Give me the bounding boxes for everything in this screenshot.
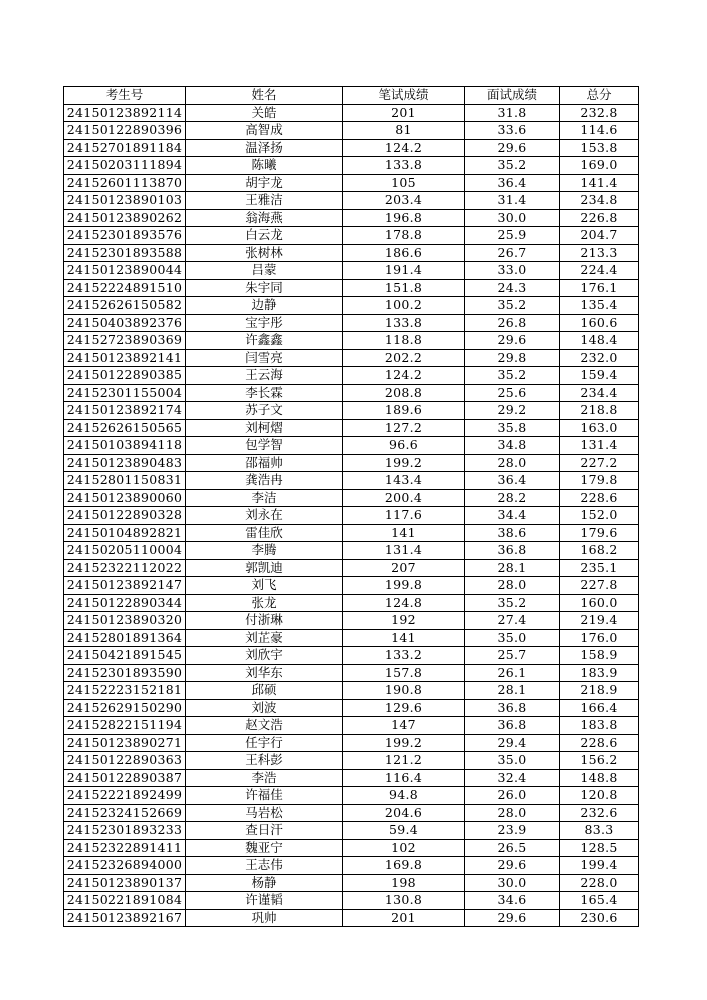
total-score-cell: 230.6: [560, 909, 639, 927]
interview-score-cell: 36.4: [465, 174, 560, 192]
table-row: [64, 227, 639, 245]
written-score-cell: 130.8: [343, 892, 465, 910]
name-cell: 刘柯熠: [186, 419, 343, 437]
total-score-cell: 228.0: [560, 874, 639, 892]
total-score-cell: 235.1: [560, 559, 639, 577]
total-score-cell: 176.0: [560, 629, 639, 647]
total-score-cell: 179.6: [560, 524, 639, 542]
total-score-cell: 160.0: [560, 594, 639, 612]
exam-id-cell: 24152324152669: [64, 804, 186, 822]
interview-score-cell: 29.6: [465, 332, 560, 350]
table-row: [64, 874, 639, 892]
table-row: [64, 822, 639, 840]
interview-score-cell: 35.2: [465, 297, 560, 315]
name-cell: 刘波: [186, 699, 343, 717]
written-score-cell: 124.2: [343, 139, 465, 157]
header-row: [64, 87, 639, 105]
table-row: [64, 524, 639, 542]
total-score-cell: 232.0: [560, 349, 639, 367]
total-score-cell: 183.9: [560, 664, 639, 682]
written-score-cell: 203.4: [343, 192, 465, 210]
exam-id-cell: 24150123892141: [64, 349, 186, 367]
interview-score-cell: 29.2: [465, 402, 560, 420]
interview-score-cell: 38.6: [465, 524, 560, 542]
written-score-cell: 199.8: [343, 577, 465, 595]
name-cell: 胡宇龙: [186, 174, 343, 192]
table-row: [64, 682, 639, 700]
exam-id-cell: 24152629150290: [64, 699, 186, 717]
table-row: [64, 454, 639, 472]
name-cell: 边静: [186, 297, 343, 315]
interview-score-cell: 26.0: [465, 787, 560, 805]
exam-id-cell: 24150123890271: [64, 734, 186, 752]
table-row: [64, 804, 639, 822]
total-score-cell: 219.4: [560, 612, 639, 630]
header-total-score: 总分: [560, 87, 639, 105]
written-score-cell: 127.2: [343, 419, 465, 437]
name-cell: 朱宇同: [186, 279, 343, 297]
name-cell: 赵文浩: [186, 717, 343, 735]
table-row: [64, 104, 639, 122]
header-exam-id: 考生号: [64, 87, 186, 105]
interview-score-cell: 34.4: [465, 507, 560, 525]
total-score-cell: 176.1: [560, 279, 639, 297]
exam-id-cell: 24152801150831: [64, 472, 186, 490]
written-score-cell: 117.6: [343, 507, 465, 525]
total-score-cell: 226.8: [560, 209, 639, 227]
exam-id-cell: 24152301893590: [64, 664, 186, 682]
interview-score-cell: 36.8: [465, 699, 560, 717]
header-name: 姓名: [186, 87, 343, 105]
interview-score-cell: 26.1: [465, 664, 560, 682]
name-cell: 白云龙: [186, 227, 343, 245]
name-cell: 张树林: [186, 244, 343, 262]
exam-id-cell: 24150123890103: [64, 192, 186, 210]
name-cell: 刘永在: [186, 507, 343, 525]
exam-id-cell: 24152801891364: [64, 629, 186, 647]
total-score-cell: 83.3: [560, 822, 639, 840]
exam-id-cell: 24152221892499: [64, 787, 186, 805]
interview-score-cell: 27.4: [465, 612, 560, 630]
table-row: [64, 612, 639, 630]
interview-score-cell: 28.1: [465, 559, 560, 577]
table-row: [64, 192, 639, 210]
table-row: [64, 542, 639, 560]
total-score-cell: 224.4: [560, 262, 639, 280]
written-score-cell: 133.2: [343, 647, 465, 665]
interview-score-cell: 35.2: [465, 157, 560, 175]
interview-score-cell: 33.6: [465, 122, 560, 140]
total-score-cell: 165.4: [560, 892, 639, 910]
exam-id-cell: 24152301893588: [64, 244, 186, 262]
written-score-cell: 196.8: [343, 209, 465, 227]
exam-id-cell: 24150403892376: [64, 314, 186, 332]
total-score-cell: 120.8: [560, 787, 639, 805]
interview-score-cell: 36.8: [465, 717, 560, 735]
exam-id-cell: 24152601113870: [64, 174, 186, 192]
name-cell: 刘华东: [186, 664, 343, 682]
total-score-cell: 228.6: [560, 489, 639, 507]
written-score-cell: 204.6: [343, 804, 465, 822]
name-cell: 苏子文: [186, 402, 343, 420]
table-row: [64, 437, 639, 455]
exam-id-cell: 24150104892821: [64, 524, 186, 542]
table-row: [64, 402, 639, 420]
table-row: [64, 279, 639, 297]
table-row: [64, 507, 639, 525]
exam-id-cell: 24150123890483: [64, 454, 186, 472]
name-cell: 关皓: [186, 104, 343, 122]
name-cell: 巩帅: [186, 909, 343, 927]
written-score-cell: 59.4: [343, 822, 465, 840]
table-row: [64, 647, 639, 665]
written-score-cell: 191.4: [343, 262, 465, 280]
written-score-cell: 201: [343, 909, 465, 927]
total-score-cell: 232.6: [560, 804, 639, 822]
exam-id-cell: 24150123890060: [64, 489, 186, 507]
name-cell: 包学智: [186, 437, 343, 455]
table-row: [64, 892, 639, 910]
name-cell: 李长霖: [186, 384, 343, 402]
exam-id-cell: 24150103894118: [64, 437, 186, 455]
name-cell: 龚浩冉: [186, 472, 343, 490]
total-score-cell: 131.4: [560, 437, 639, 455]
table-row: [64, 349, 639, 367]
written-score-cell: 143.4: [343, 472, 465, 490]
interview-score-cell: 26.5: [465, 839, 560, 857]
total-score-cell: 148.4: [560, 332, 639, 350]
written-score-cell: 157.8: [343, 664, 465, 682]
total-score-cell: 156.2: [560, 752, 639, 770]
interview-score-cell: 35.0: [465, 752, 560, 770]
exam-id-cell: 24150122890344: [64, 594, 186, 612]
total-score-cell: 166.4: [560, 699, 639, 717]
interview-score-cell: 29.8: [465, 349, 560, 367]
written-score-cell: 207: [343, 559, 465, 577]
interview-score-cell: 31.4: [465, 192, 560, 210]
written-score-cell: 116.4: [343, 769, 465, 787]
total-score-cell: 218.9: [560, 682, 639, 700]
exam-id-cell: 24150122890396: [64, 122, 186, 140]
table-row: [64, 857, 639, 875]
exam-id-cell: 24150421891545: [64, 647, 186, 665]
interview-score-cell: 25.9: [465, 227, 560, 245]
table-row: [64, 297, 639, 315]
name-cell: 李腾: [186, 542, 343, 560]
interview-score-cell: 35.0: [465, 629, 560, 647]
table-row: [64, 717, 639, 735]
name-cell: 杨静: [186, 874, 343, 892]
interview-score-cell: 32.4: [465, 769, 560, 787]
table-row: [64, 489, 639, 507]
interview-score-cell: 29.6: [465, 139, 560, 157]
interview-score-cell: 28.0: [465, 577, 560, 595]
written-score-cell: 118.8: [343, 332, 465, 350]
exam-id-cell: 24150221891084: [64, 892, 186, 910]
name-cell: 任宇行: [186, 734, 343, 752]
name-cell: 王云海: [186, 367, 343, 385]
exam-id-cell: 24150123892174: [64, 402, 186, 420]
written-score-cell: 102: [343, 839, 465, 857]
name-cell: 许福佳: [186, 787, 343, 805]
interview-score-cell: 28.0: [465, 454, 560, 472]
written-score-cell: 100.2: [343, 297, 465, 315]
table-row: [64, 384, 639, 402]
name-cell: 邱硕: [186, 682, 343, 700]
name-cell: 付浙琳: [186, 612, 343, 630]
exam-id-cell: 24150122890387: [64, 769, 186, 787]
name-cell: 雷佳欣: [186, 524, 343, 542]
interview-score-cell: 36.8: [465, 542, 560, 560]
table-row: [64, 734, 639, 752]
written-score-cell: 178.8: [343, 227, 465, 245]
total-score-cell: 232.8: [560, 104, 639, 122]
table-row: [64, 752, 639, 770]
written-score-cell: 151.8: [343, 279, 465, 297]
written-score-cell: 94.8: [343, 787, 465, 805]
name-cell: 郭凯迪: [186, 559, 343, 577]
exam-id-cell: 24152326894000: [64, 857, 186, 875]
total-score-cell: 114.6: [560, 122, 639, 140]
name-cell: 翁海燕: [186, 209, 343, 227]
interview-score-cell: 35.8: [465, 419, 560, 437]
name-cell: 宝宇彤: [186, 314, 343, 332]
written-score-cell: 199.2: [343, 734, 465, 752]
interview-score-cell: 28.2: [465, 489, 560, 507]
table-row: [64, 629, 639, 647]
total-score-cell: 234.8: [560, 192, 639, 210]
exam-id-cell: 24152223152181: [64, 682, 186, 700]
table-row: [64, 139, 639, 157]
interview-score-cell: 29.4: [465, 734, 560, 752]
name-cell: 王雅洁: [186, 192, 343, 210]
total-score-cell: 141.4: [560, 174, 639, 192]
written-score-cell: 133.8: [343, 157, 465, 175]
name-cell: 刘芷豪: [186, 629, 343, 647]
name-cell: 邵福帅: [186, 454, 343, 472]
exam-id-cell: 24152626150565: [64, 419, 186, 437]
table-row: [64, 577, 639, 595]
exam-id-cell: 24150122890328: [64, 507, 186, 525]
total-score-cell: 160.6: [560, 314, 639, 332]
written-score-cell: 124.8: [343, 594, 465, 612]
header-written-score: 笔试成绩: [343, 87, 465, 105]
interview-score-cell: 26.8: [465, 314, 560, 332]
interview-score-cell: 28.0: [465, 804, 560, 822]
table-row: [64, 209, 639, 227]
written-score-cell: 124.2: [343, 367, 465, 385]
interview-score-cell: 36.4: [465, 472, 560, 490]
exam-id-cell: 24150122890363: [64, 752, 186, 770]
written-score-cell: 121.2: [343, 752, 465, 770]
exam-id-cell: 24150123890320: [64, 612, 186, 630]
total-score-cell: 234.4: [560, 384, 639, 402]
total-score-cell: 153.8: [560, 139, 639, 157]
written-score-cell: 200.4: [343, 489, 465, 507]
exam-id-cell: 24152822151194: [64, 717, 186, 735]
total-score-cell: 148.8: [560, 769, 639, 787]
interview-score-cell: 24.3: [465, 279, 560, 297]
interview-score-cell: 25.6: [465, 384, 560, 402]
total-score-cell: 163.0: [560, 419, 639, 437]
table-row: [64, 174, 639, 192]
total-score-cell: 213.3: [560, 244, 639, 262]
name-cell: 许鑫鑫: [186, 332, 343, 350]
interview-score-cell: 29.6: [465, 857, 560, 875]
total-score-cell: 204.7: [560, 227, 639, 245]
table-row: [64, 419, 639, 437]
total-score-cell: 135.4: [560, 297, 639, 315]
interview-score-cell: 34.6: [465, 892, 560, 910]
interview-score-cell: 34.8: [465, 437, 560, 455]
written-score-cell: 147: [343, 717, 465, 735]
exam-id-cell: 24152701891184: [64, 139, 186, 157]
interview-score-cell: 31.8: [465, 104, 560, 122]
exam-id-cell: 24152301155004: [64, 384, 186, 402]
written-score-cell: 202.2: [343, 349, 465, 367]
written-score-cell: 141: [343, 629, 465, 647]
interview-score-cell: 25.7: [465, 647, 560, 665]
written-score-cell: 192: [343, 612, 465, 630]
exam-id-cell: 24152626150582: [64, 297, 186, 315]
written-score-cell: 81: [343, 122, 465, 140]
name-cell: 吕蒙: [186, 262, 343, 280]
total-score-cell: 218.8: [560, 402, 639, 420]
exam-id-cell: 24150122890385: [64, 367, 186, 385]
interview-score-cell: 29.6: [465, 909, 560, 927]
name-cell: 高智成: [186, 122, 343, 140]
interview-score-cell: 33.0: [465, 262, 560, 280]
table-row: [64, 314, 639, 332]
name-cell: 闫雪亮: [186, 349, 343, 367]
exam-id-cell: 24152322112022: [64, 559, 186, 577]
total-score-cell: 183.8: [560, 717, 639, 735]
total-score-cell: 179.8: [560, 472, 639, 490]
written-score-cell: 208.8: [343, 384, 465, 402]
total-score-cell: 152.0: [560, 507, 639, 525]
table-body: [64, 104, 639, 927]
total-score-cell: 128.5: [560, 839, 639, 857]
exam-id-cell: 24150205110004: [64, 542, 186, 560]
table-row: [64, 769, 639, 787]
total-score-cell: 159.4: [560, 367, 639, 385]
written-score-cell: 201: [343, 104, 465, 122]
written-score-cell: 131.4: [343, 542, 465, 560]
interview-score-cell: 26.7: [465, 244, 560, 262]
name-cell: 李浩: [186, 769, 343, 787]
interview-score-cell: 30.0: [465, 874, 560, 892]
table-row: [64, 787, 639, 805]
written-score-cell: 186.6: [343, 244, 465, 262]
name-cell: 马岩松: [186, 804, 343, 822]
table-row: [64, 472, 639, 490]
interview-score-cell: 23.9: [465, 822, 560, 840]
total-score-cell: 228.6: [560, 734, 639, 752]
table-row: [64, 262, 639, 280]
table-row: [64, 157, 639, 175]
table-row: [64, 122, 639, 140]
exam-id-cell: 24152301893233: [64, 822, 186, 840]
name-cell: 陈曦: [186, 157, 343, 175]
written-score-cell: 198: [343, 874, 465, 892]
exam-id-cell: 24150123890262: [64, 209, 186, 227]
total-score-cell: 158.9: [560, 647, 639, 665]
written-score-cell: 133.8: [343, 314, 465, 332]
exam-id-cell: 24152322891411: [64, 839, 186, 857]
table-row: [64, 909, 639, 927]
name-cell: 温泽扬: [186, 139, 343, 157]
written-score-cell: 169.8: [343, 857, 465, 875]
header-interview-score: 面试成绩: [465, 87, 560, 105]
written-score-cell: 190.8: [343, 682, 465, 700]
name-cell: 许谨韬: [186, 892, 343, 910]
score-table: [63, 86, 639, 927]
interview-score-cell: 30.0: [465, 209, 560, 227]
exam-id-cell: 24150123892114: [64, 104, 186, 122]
table-row: [64, 594, 639, 612]
table-row: [64, 839, 639, 857]
interview-score-cell: 28.1: [465, 682, 560, 700]
written-score-cell: 105: [343, 174, 465, 192]
name-cell: 刘欣宇: [186, 647, 343, 665]
name-cell: 魏亚宁: [186, 839, 343, 857]
total-score-cell: 169.0: [560, 157, 639, 175]
written-score-cell: 96.6: [343, 437, 465, 455]
total-score-cell: 227.8: [560, 577, 639, 595]
name-cell: 李洁: [186, 489, 343, 507]
exam-id-cell: 24150123890137: [64, 874, 186, 892]
written-score-cell: 129.6: [343, 699, 465, 717]
exam-id-cell: 24150123890044: [64, 262, 186, 280]
exam-id-cell: 24150123892147: [64, 577, 186, 595]
exam-id-cell: 24150203111894: [64, 157, 186, 175]
table-row: [64, 244, 639, 262]
table-row: [64, 559, 639, 577]
name-cell: 王志伟: [186, 857, 343, 875]
total-score-cell: 168.2: [560, 542, 639, 560]
total-score-cell: 227.2: [560, 454, 639, 472]
written-score-cell: 199.2: [343, 454, 465, 472]
table-row: [64, 699, 639, 717]
table-row: [64, 664, 639, 682]
name-cell: 刘飞: [186, 577, 343, 595]
interview-score-cell: 35.2: [465, 367, 560, 385]
exam-id-cell: 24150123892167: [64, 909, 186, 927]
exam-id-cell: 24152224891510: [64, 279, 186, 297]
written-score-cell: 189.6: [343, 402, 465, 420]
name-cell: 王科彭: [186, 752, 343, 770]
exam-id-cell: 24152723890369: [64, 332, 186, 350]
exam-id-cell: 24152301893576: [64, 227, 186, 245]
table-row: [64, 332, 639, 350]
name-cell: 查日汗: [186, 822, 343, 840]
name-cell: 张龙: [186, 594, 343, 612]
total-score-cell: 199.4: [560, 857, 639, 875]
table-row: [64, 367, 639, 385]
written-score-cell: 141: [343, 524, 465, 542]
interview-score-cell: 35.2: [465, 594, 560, 612]
